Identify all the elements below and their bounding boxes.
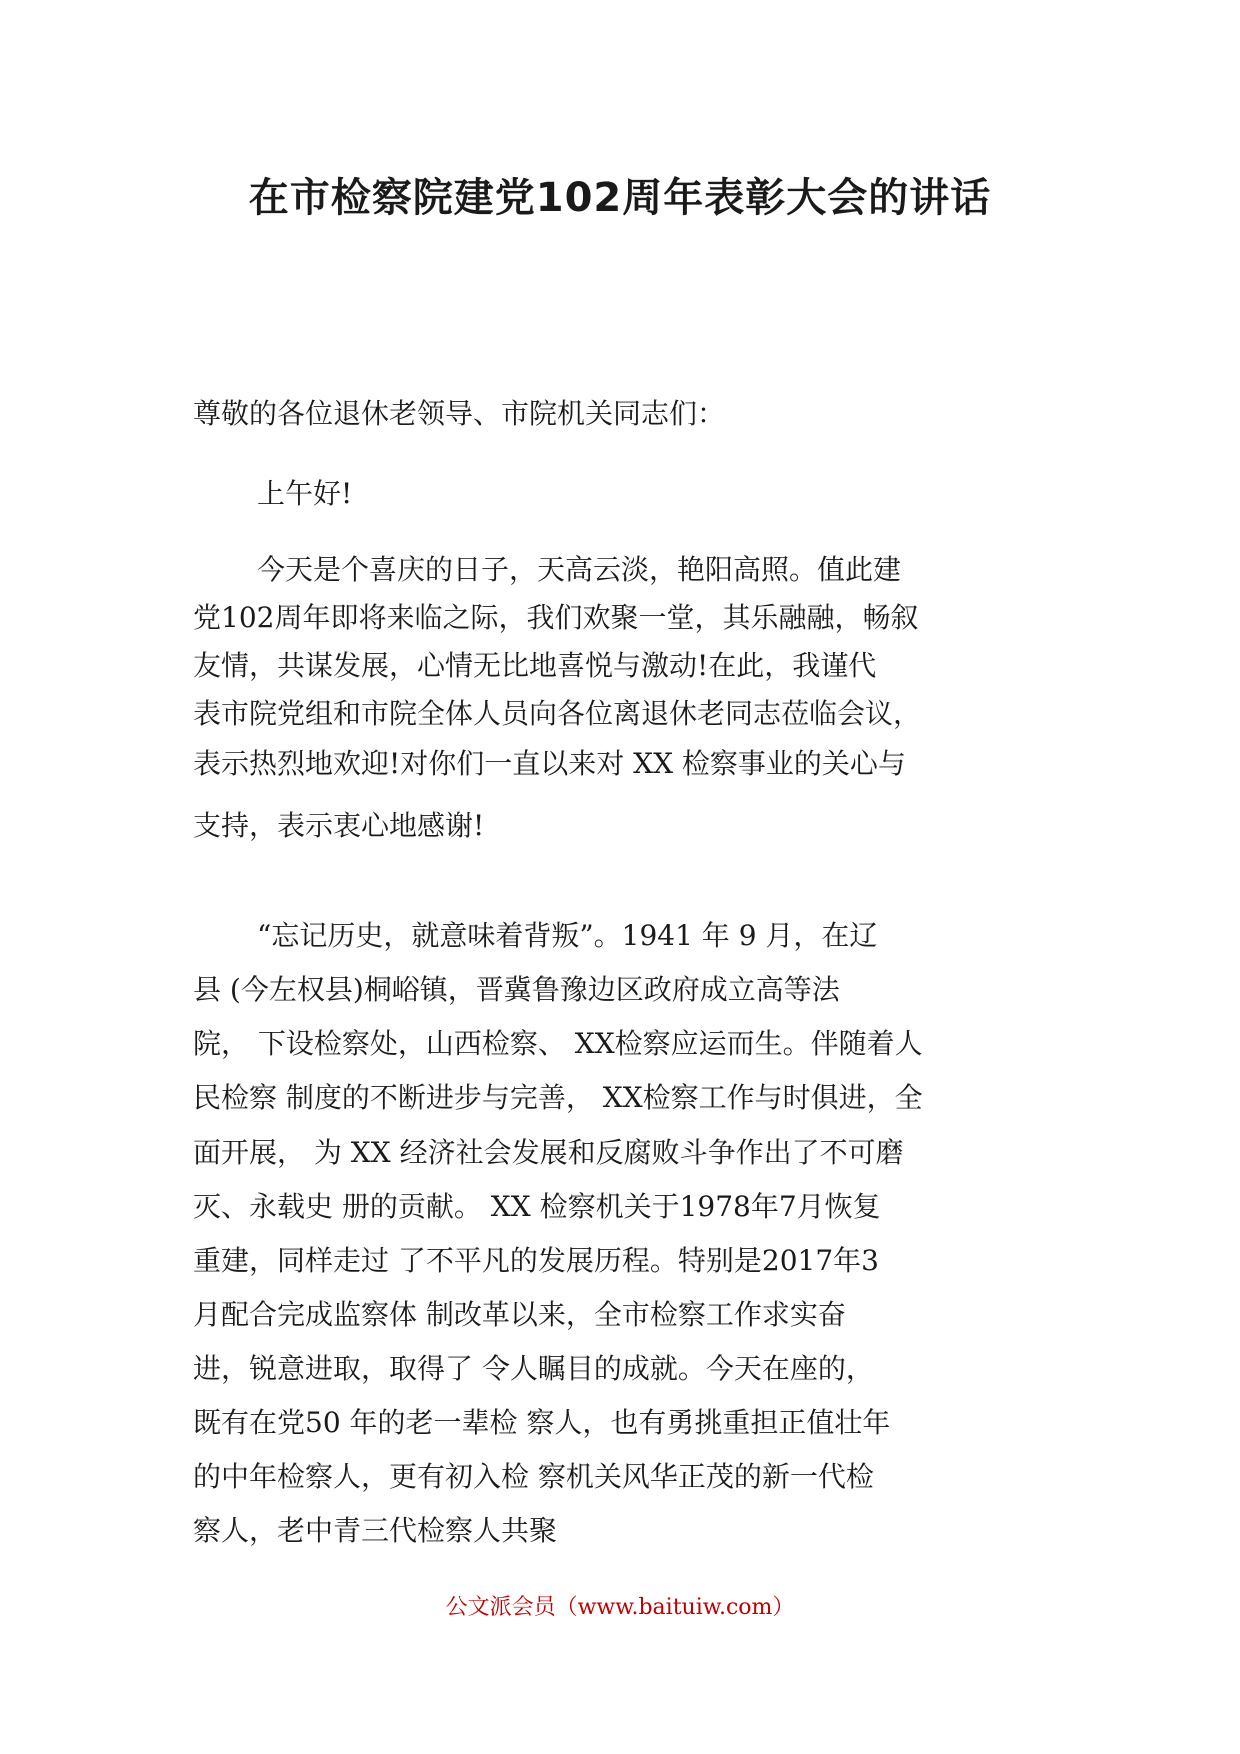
- paragraph-line: 党102周年即将来临之际，我们欢聚一堂，其乐融融，畅叙: [193, 601, 919, 634]
- paragraph-line: 友情，共谋发展，心情无比地喜悦与激动!在此，我谨代: [193, 649, 877, 682]
- paragraph-line: 既有在党50 年的老一辈检 察人，也有勇挑重担正值壮年: [193, 1406, 891, 1439]
- greeting: 上午好!: [257, 477, 353, 510]
- paragraph-line: 今天是个喜庆的日子，天高云淡，艳阳高照。值此建: [257, 553, 902, 586]
- paragraph-line: 的中年检察人，更有初入检 察机关风华正茂的新一代检: [193, 1460, 874, 1493]
- paragraph-line: 支持，表示衷心地感谢!: [193, 809, 485, 842]
- paragraph-line: 表市院党组和市院全体人员向各位离退休老同志莅临会议，: [193, 697, 922, 730]
- paragraph-line: 灭、永载史 册的贡献。 XX 检察机关于1978年7月恢复: [193, 1190, 881, 1223]
- paragraph-line: 重建，同样走过 了不平凡的发展历程。特别是2017年3: [193, 1244, 879, 1277]
- paragraph-line: “忘记历史，就意味着背叛”。1941 年 9 月，在辽: [257, 919, 878, 952]
- paragraph-line: 进，锐意进取，取得了 令人瞩目的成就。今天在座的，: [193, 1352, 874, 1385]
- paragraph-line: 县 (今左权县)桐峪镇，晋冀鲁豫边区政府成立高等法: [193, 973, 840, 1006]
- footer-watermark: 公文派会员（www.baituiw.com）: [445, 1595, 795, 1620]
- paragraph-line: 表示热烈地欢迎!对你们一直以来对 XX 检察事业的关心与: [193, 747, 906, 780]
- paragraph-line: 院， 下设检察处，山西检察、 XX检察应运而生。伴随着人: [193, 1027, 923, 1060]
- salutation: 尊敬的各位退休老领导、市院机关同志们：: [193, 397, 726, 430]
- paragraph-line: 面开展， 为 XX 经济社会发展和反腐败斗争作出了不可磨: [193, 1136, 904, 1169]
- paragraph-line: 察人，老中青三代检察人共聚: [193, 1514, 558, 1547]
- paragraph-line: 月配合完成监察体 制改革以来，全市检察工作求实奋: [193, 1298, 846, 1331]
- paragraph-line: 民检察 制度的不断进步与完善， XX检察工作与时俱进，全: [193, 1081, 923, 1114]
- document-title: 在市检察院建党102周年表彰大会的讲话: [248, 175, 992, 221]
